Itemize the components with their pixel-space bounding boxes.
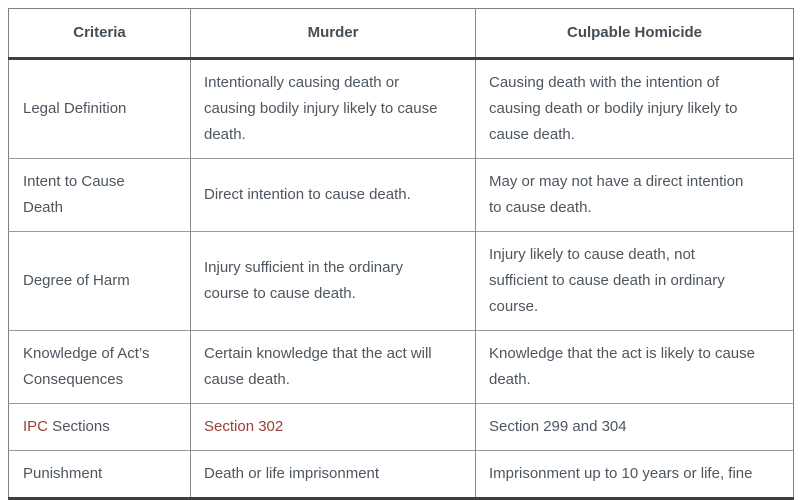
ipc-rest-text: Sections: [48, 418, 110, 435]
comparison-table: [8, 8, 794, 500]
criteria-cell: Legal Definition: [23, 100, 127, 117]
culpable-homicide-cell: May or may not have a direct intention to cause death.: [476, 159, 794, 232]
criteria-cell: Degree of Harm: [9, 232, 191, 331]
culpable-homicide-cell: Knowledge that the act is likely to cause death.: [476, 331, 794, 404]
murder-cell: Intentionally causing death or causing bodily injury likely to cause death.: [191, 59, 476, 159]
culpable-homicide-cell: Injury likely to cause death, not sufficient to cause death in ordinary course.: [476, 232, 794, 331]
column-header-murder: Murder: [191, 9, 476, 59]
table-row: [9, 159, 794, 232]
criteria-cell: Knowledge of Act’s Consequences: [9, 331, 191, 404]
murder-cell: Certain knowledge that the act will cause death.: [191, 331, 476, 404]
murder-cell: Injury sufficient in the ordinary course to cause death.: [191, 232, 476, 331]
table-row: [9, 404, 794, 451]
culpable-homicide-cell: Imprisonment up to 10 years or life, fine: [476, 451, 794, 499]
murder-cell: Death or life imprisonment: [191, 451, 476, 499]
header-row: [9, 9, 794, 59]
ipc-accent-text: IPC: [23, 418, 49, 435]
column-header-criteria: Criteria: [9, 9, 191, 59]
table-row: [9, 451, 794, 499]
table-row: [9, 232, 794, 331]
column-header-culpable-homicide: Culpable Homicide: [476, 9, 794, 59]
culpable-homicide-cell: Section 299 and 304: [476, 404, 794, 451]
murder-cell: Section 302: [191, 404, 476, 451]
criteria-cell: Punishment: [9, 451, 191, 499]
murder-cell: Direct intention to cause death.: [191, 159, 476, 232]
criteria-cell: Intent to Cause Death: [9, 159, 191, 232]
table-row: [9, 59, 794, 159]
table-row: [9, 331, 794, 404]
culpable-homicide-cell: Causing death with the intention of causing death or bodily injury likely to cause death.: [476, 59, 794, 159]
criteria-cell: [9, 404, 191, 451]
